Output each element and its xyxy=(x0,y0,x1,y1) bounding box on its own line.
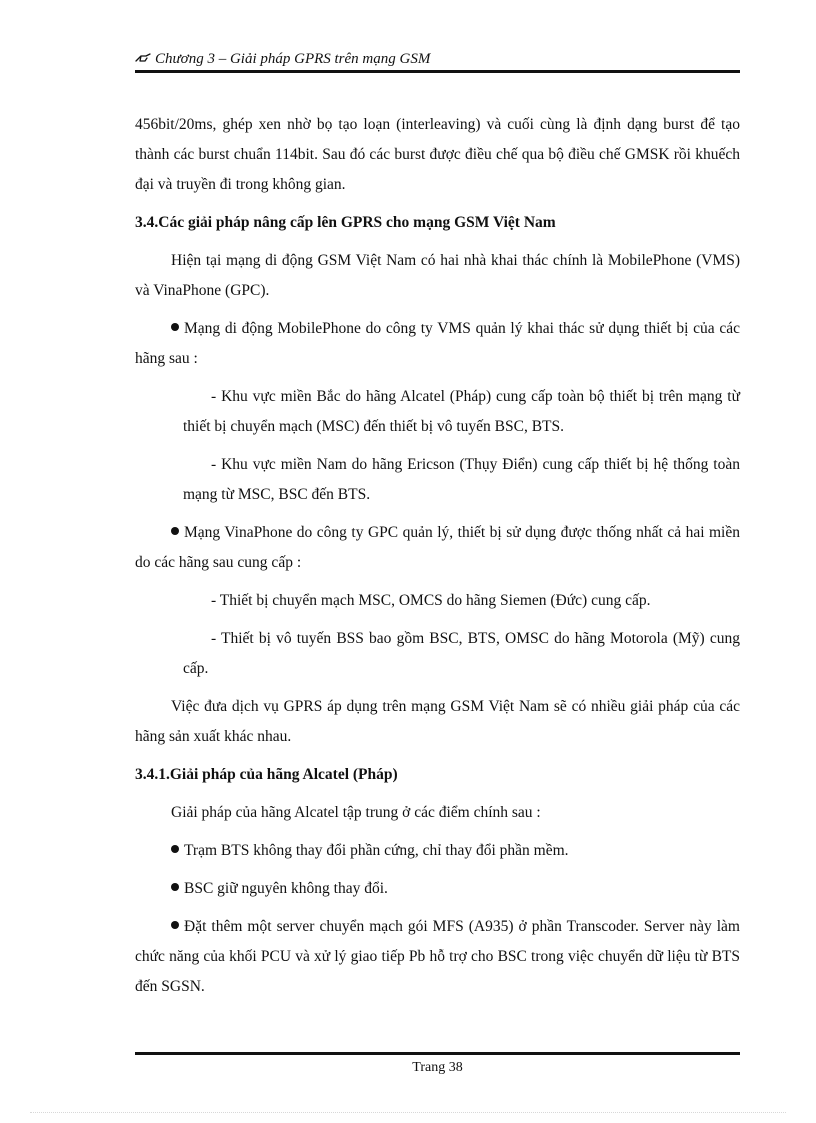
sub-item-north: - Khu vực miền Bắc do hãng Alcatel (Pháp) cung cấp toàn bộ thiết bị trên mạng từ thiết bị chuyển mạch (MSC) đến thiết bị vô tuyến BSC, BTS. xyxy=(183,388,740,435)
bullet-bts-text: Trạm BTS không thay đổi phần cứng, chỉ thay đổi phần mềm. xyxy=(184,842,569,859)
page-header xyxy=(135,48,740,70)
bullet-mobilephone-text: Mạng di động MobilePhone do công ty VMS quản lý khai thác sử dụng thiết bị của các hãng sau : xyxy=(135,320,740,367)
bullet-vinaphone-text: Mạng VinaPhone do công ty GPC quản lý, thiết bị sử dụng được thống nhất cả hai miền do các hãng sau cung cấp : xyxy=(135,524,740,571)
sub-item-msc: - Thiết bị chuyển mạch MSC, OMCS do hãng Siemen (Đức) cung cấp. xyxy=(211,592,651,609)
paragraph-intro: 456bit/20ms, ghép xen nhờ bọ tạo loạn (interleaving) và cuối cùng là định dạng burst để tạo thành các burst chuẩn 114bit. Sau đó các burst được điều chế qua bộ điều chế GMSK rồi khuếch đại và truyền đi trong không gian. xyxy=(135,116,740,193)
bullet-icon xyxy=(171,323,179,331)
bullet-mobilephone xyxy=(135,314,740,374)
hand-pointer-icon xyxy=(135,49,151,61)
bullet-bsc xyxy=(135,874,740,904)
bullet-vinaphone xyxy=(135,518,740,578)
bullet-icon xyxy=(171,527,179,535)
paragraph-current-operators: Hiện tại mạng di động GSM Việt Nam có hai nhà khai thác chính là MobilePhone (VMS) và VinaPhone (GPC). xyxy=(135,252,740,299)
sub-item-south: - Khu vực miền Nam do hãng Ericson (Thụy Điển) cung cấp thiết bị hệ thống toàn mạng từ MSC, BSC đến BTS. xyxy=(183,456,740,503)
page-content xyxy=(135,110,740,1010)
bullet-bsc-text: BSC giữ nguyên không thay đổi. xyxy=(184,880,388,897)
header-title: Chương 3 – Giải pháp GPRS trên mạng GSM xyxy=(155,51,431,67)
bullet-icon xyxy=(171,883,179,891)
section-heading-3-4-1: 3.4.1.Giải pháp của hãng Alcatel (Pháp) xyxy=(135,766,398,783)
paragraph-alcatel: Giải pháp của hãng Alcatel tập trung ở các điểm chính sau : xyxy=(171,804,541,821)
bullet-mfs-text: Đặt thêm một server chuyển mạch gói MFS (A935) ở phần Transcoder. Server này làm chức năng của khối PCU và xử lý giao tiếp Pb hỗ trợ cho BSC trong việc chuyển dữ liệu từ BTS đến SGSN. xyxy=(135,918,740,995)
sub-item-bss: - Thiết bị vô tuyến BSS bao gồm BSC, BTS, OMSC do hãng Motorola (Mỹ) cung cấp. xyxy=(183,630,740,677)
bullet-icon xyxy=(171,845,179,853)
footer-rule xyxy=(135,1052,740,1055)
page-number: Trang 38 xyxy=(412,1060,463,1075)
section-heading-3-4: 3.4.Các giải pháp nâng cấp lên GPRS cho mạng GSM Việt Nam xyxy=(135,214,556,231)
paragraph-gprs-solutions: Việc đưa dịch vụ GPRS áp dụng trên mạng GSM Việt Nam sẽ có nhiều giải pháp của các hãng sản xuất khác nhau. xyxy=(135,698,740,745)
bullet-icon xyxy=(171,921,179,929)
page-bottom-border xyxy=(30,1112,786,1113)
bullet-bts xyxy=(135,836,740,866)
bullet-mfs xyxy=(135,912,740,1002)
header-rule xyxy=(135,70,740,73)
